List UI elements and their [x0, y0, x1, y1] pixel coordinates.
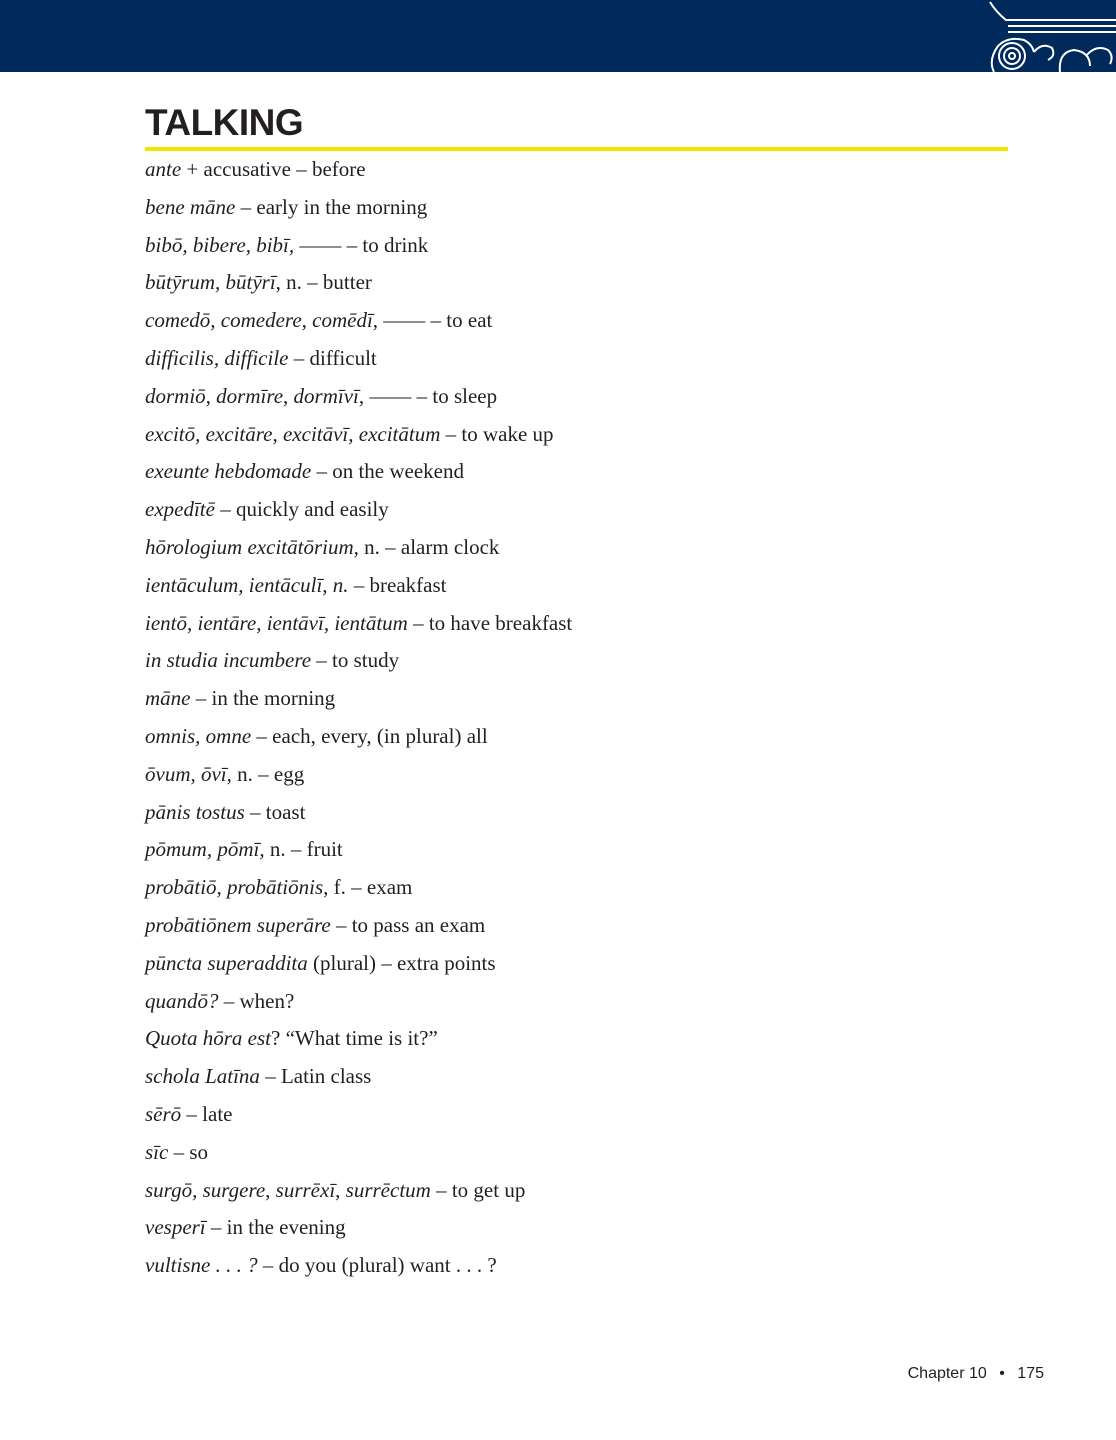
vocab-entry [145, 1175, 572, 1213]
vocab-entry [145, 456, 572, 494]
english-gloss: – difficult [288, 345, 377, 370]
chapter-label: Chapter 10 [907, 1365, 987, 1382]
latin-term: māne [145, 686, 191, 711]
vocab-entry [145, 645, 572, 683]
english-gloss: when? [234, 988, 295, 1013]
vocab-entry [145, 343, 572, 381]
english-gloss: – quickly and easily [214, 497, 389, 522]
ionic-capital-icon [986, 0, 1116, 72]
english-gloss: (plural) – extra points [307, 950, 496, 975]
english-gloss: – do you (plural) want . . . ? [257, 1253, 497, 1278]
latin-term: ōvum, ōvī, [145, 761, 232, 786]
vocab-entry [145, 683, 572, 721]
english-gloss: – each, every, (in plural) all [251, 723, 488, 748]
english-gloss: n. – egg [231, 761, 305, 786]
english-gloss: – on the weekend [311, 459, 464, 484]
page-number: 175 [1017, 1365, 1044, 1382]
page-title: TALKING [145, 102, 304, 143]
latin-term: bibō, bibere, bibī, [145, 232, 295, 257]
vocab-entry [145, 570, 572, 608]
vocab-entry [145, 1250, 572, 1288]
vocab-entry [145, 986, 572, 1024]
title-underline [145, 147, 1008, 151]
vocab-entry [145, 305, 572, 343]
english-gloss: in the evening [221, 1215, 346, 1240]
english-gloss: , n. – alarm clock [353, 534, 500, 559]
vocabulary-list [145, 154, 572, 1288]
latin-term: ientāculum, ientāculī, n. [145, 572, 349, 597]
vocab-entry [145, 797, 572, 835]
vocab-entry [145, 1137, 572, 1175]
english-gloss: to get up [446, 1177, 526, 1202]
latin-term: vesperī – [145, 1215, 222, 1240]
english-gloss: —— – to drink [294, 232, 429, 257]
english-gloss: – in the morning [190, 686, 336, 711]
vocab-entry [145, 1099, 572, 1137]
vocab-entry [145, 1061, 572, 1099]
latin-term: pūncta superaddita [145, 950, 308, 975]
english-gloss: toast [260, 799, 306, 824]
latin-term: omnis, omne [145, 723, 252, 748]
latin-term: probātiō, probātiōnis [145, 875, 324, 900]
english-gloss: , —— – to eat [372, 308, 493, 333]
latin-term: ientō, ientāre, ientāvī, ientātum – [145, 610, 424, 635]
english-gloss: to wake up [456, 421, 554, 446]
latin-term: dormiō, dormīre, dormīvī [145, 383, 359, 408]
vocab-entry [145, 192, 572, 230]
latin-term: sīc [145, 1139, 169, 1164]
vocab-entry [145, 381, 572, 419]
latin-term: pānis tostus – [145, 799, 261, 824]
latin-term: quandō? – [145, 988, 235, 1013]
header-banner [0, 0, 1116, 72]
english-gloss: – Latin class [259, 1064, 372, 1089]
english-gloss: – so [168, 1139, 209, 1164]
latin-term: expedītē [145, 497, 215, 522]
latin-term: hōrologium excitātōrium [145, 534, 354, 559]
vocab-entry [145, 721, 572, 759]
vocab-entry [145, 154, 572, 192]
vocab-entry [145, 759, 572, 797]
vocab-entry [145, 267, 572, 305]
latin-term: in studia incumbere [145, 648, 312, 673]
english-gloss: ? “What time is it?” [271, 1026, 438, 1051]
vocab-entry [145, 532, 572, 570]
english-gloss: , f. – exam [323, 875, 413, 900]
english-gloss: – breakfast [348, 572, 447, 597]
latin-term: excitō, excitāre, excitāvī, excitātum – [145, 421, 457, 446]
latin-term: bene māne [145, 194, 236, 219]
latin-term: comedō, comedere, comēdī [145, 308, 373, 333]
vocab-entry [145, 872, 572, 910]
vocab-entry [145, 230, 572, 268]
latin-term: ante [145, 157, 182, 181]
latin-term: sērō [145, 1101, 182, 1126]
latin-term: būtȳrum, būtȳrī [145, 270, 276, 295]
vocab-entry [145, 910, 572, 948]
latin-term: surgō, surgere, surrēxī, surrēctum – [145, 1177, 447, 1202]
vocab-entry [145, 1023, 572, 1061]
english-gloss: – late [181, 1101, 233, 1126]
page-footer [908, 1365, 1044, 1383]
vocab-entry [145, 419, 572, 457]
latin-term: difficilis, difficile [145, 345, 289, 370]
english-gloss: , n. – butter [275, 270, 372, 295]
english-gloss: – early in the morning [235, 194, 428, 219]
vocab-entry [145, 948, 572, 986]
vocab-entry [145, 1212, 572, 1250]
latin-term: exeunte hebdomade [145, 459, 312, 484]
english-gloss: + accusative – before [181, 157, 366, 181]
english-gloss: , —— – to sleep [358, 383, 498, 408]
vocab-entry [145, 494, 572, 532]
latin-term: Quota hōra est [145, 1026, 271, 1051]
vocab-entry [145, 608, 572, 646]
latin-term: vultisne . . . ? [145, 1253, 258, 1278]
latin-term: probātiōnem superāre [145, 912, 331, 937]
english-gloss: n. – fruit [264, 837, 343, 862]
latin-term: schola Latīna [145, 1064, 260, 1089]
latin-term: pōmum, pōmī, [145, 837, 265, 862]
vocab-entry [145, 834, 572, 872]
footer-separator: • [999, 1365, 1005, 1382]
english-gloss: – to pass an exam [330, 912, 486, 937]
english-gloss: to have breakfast [423, 610, 573, 635]
english-gloss: – to study [311, 648, 400, 673]
